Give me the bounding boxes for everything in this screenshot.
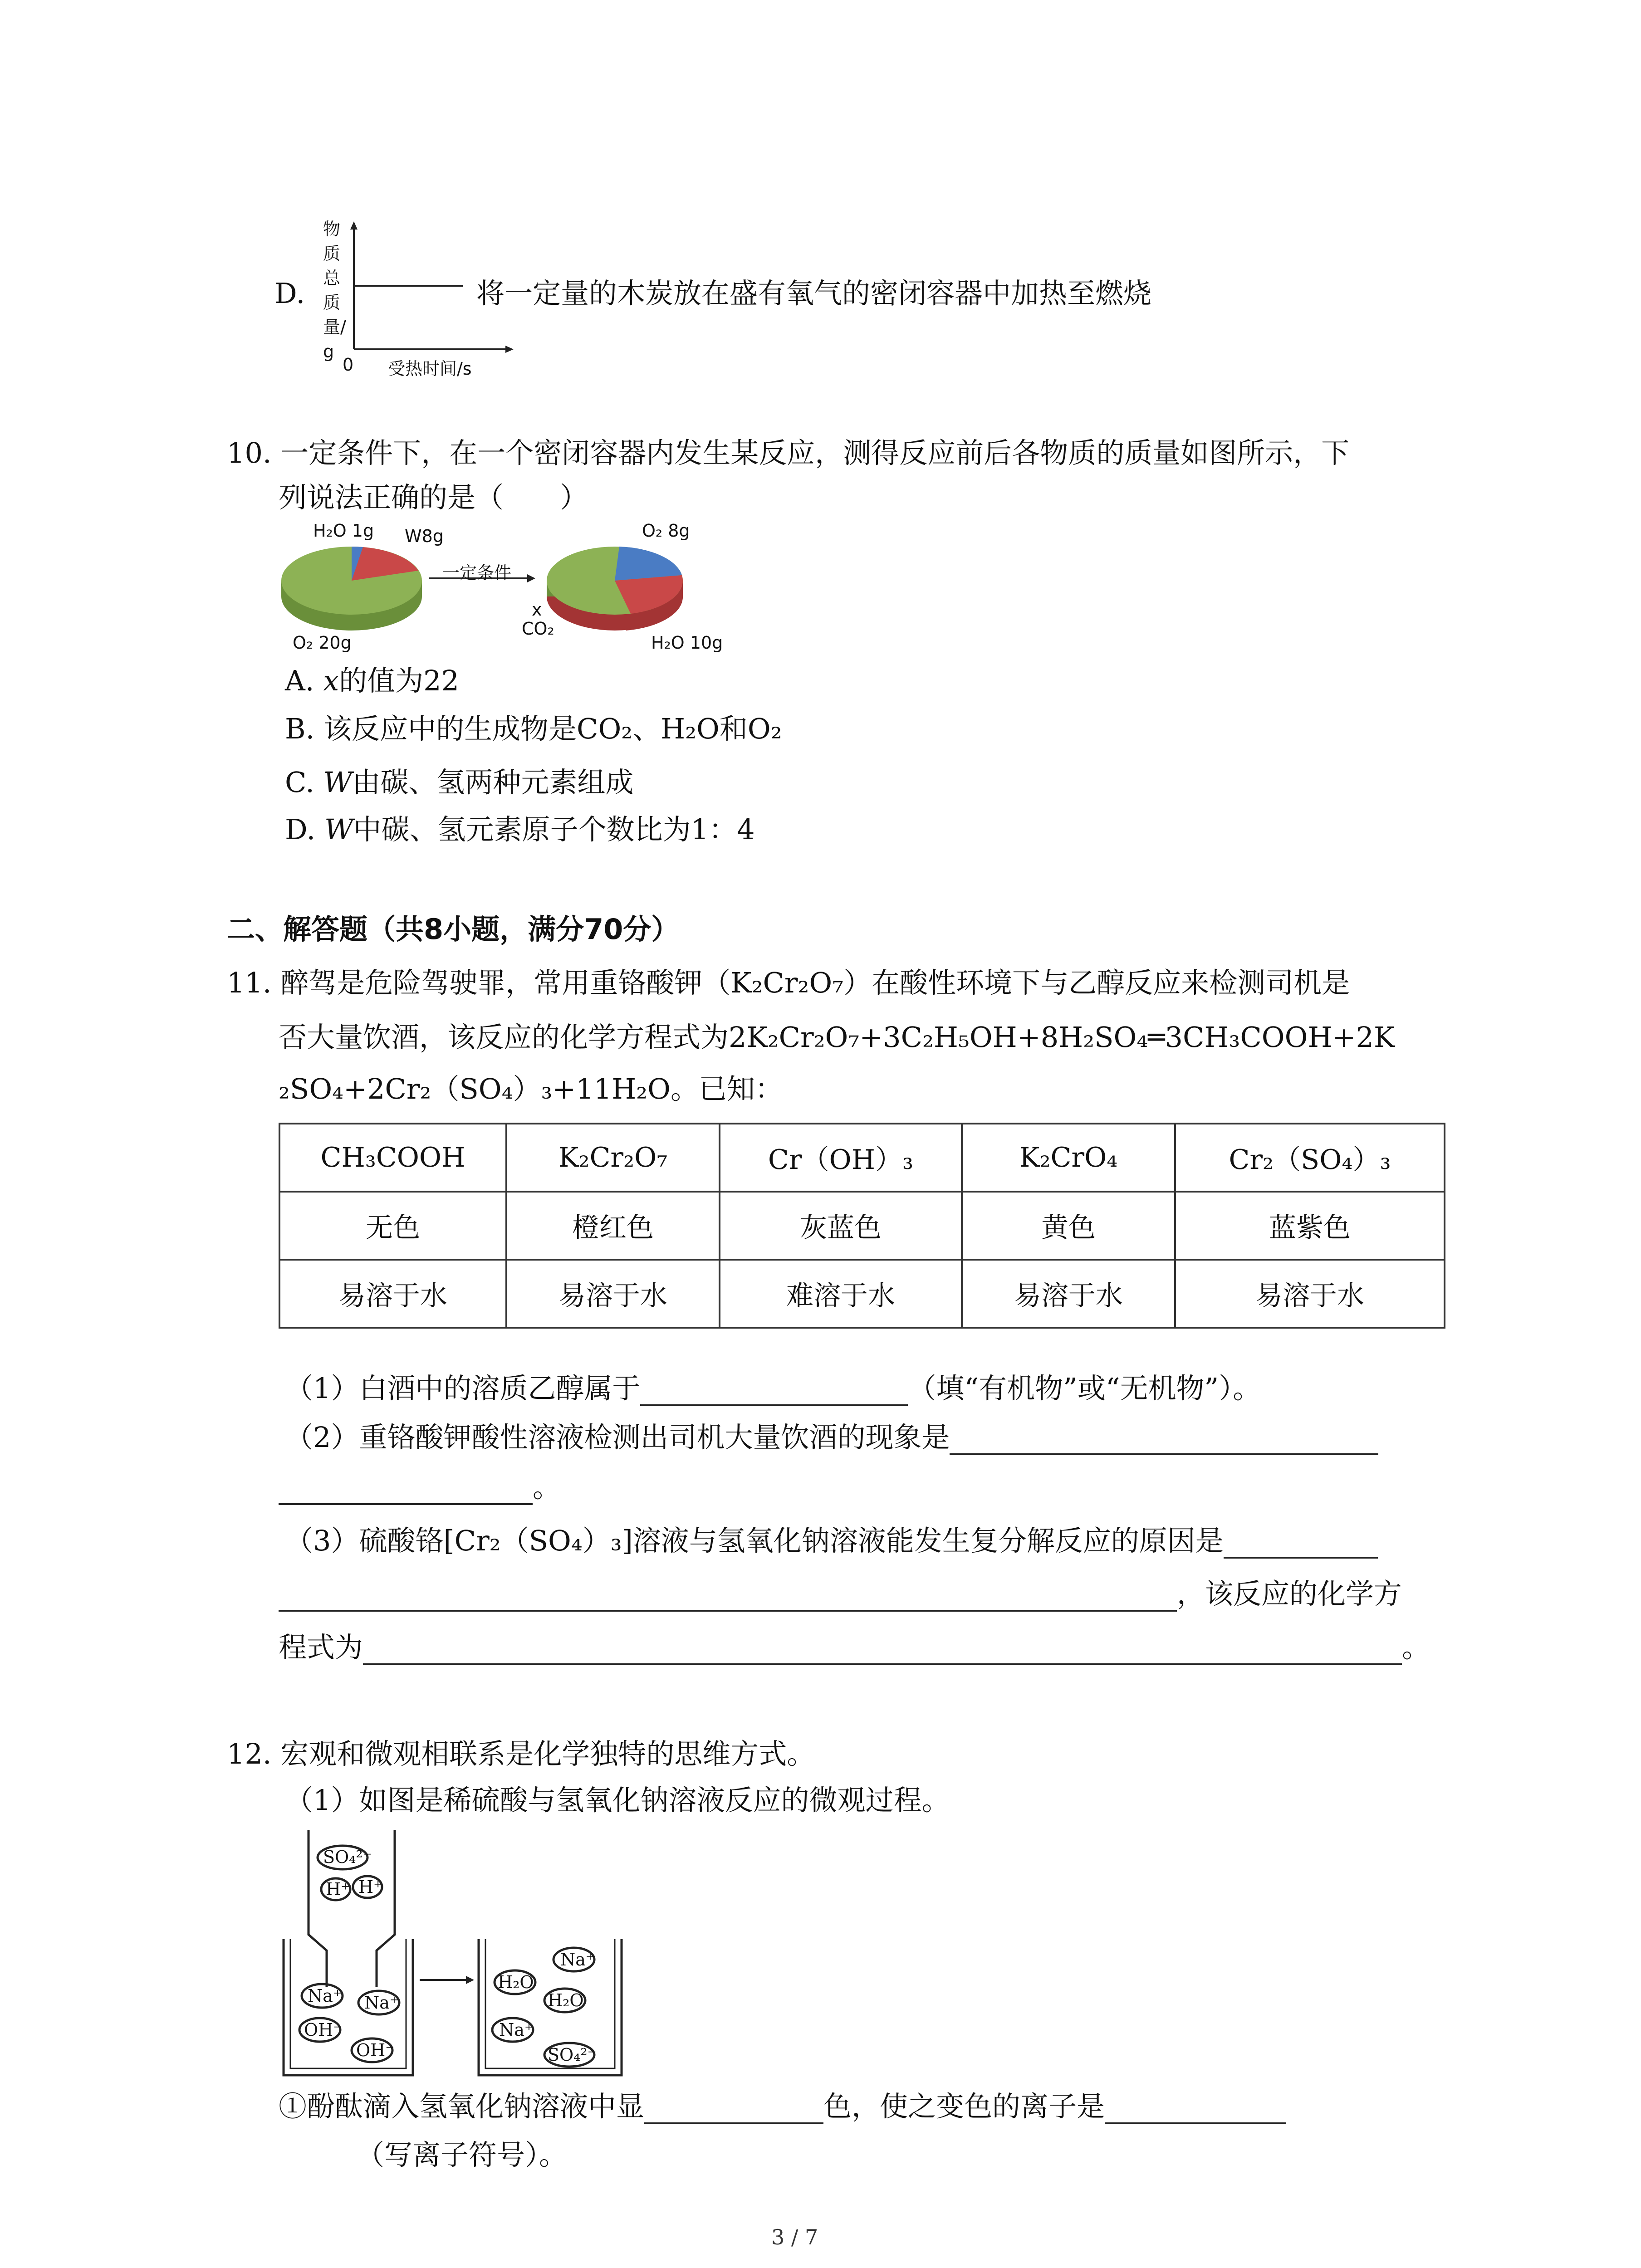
q11-line3: ₂SO₄+2Cr₂（SO₄）₃+11H₂O。已知： [279, 1072, 783, 1105]
q10-stem-line2: 列说法正确的是（ ） [279, 481, 588, 514]
table-cell: 蓝紫色 [1175, 1192, 1445, 1260]
q10-option-a: A. x的值为22 [285, 664, 460, 697]
table-row [279, 1192, 1445, 1260]
q9d-graph-origin: 0 [343, 355, 354, 375]
table-cell: 灰蓝色 [720, 1192, 962, 1260]
q11-table [279, 1123, 1445, 1329]
q11-sub1: （1）白酒中的溶质乙醇属于 （填“有机物”或“无机物”）。 [285, 1371, 1261, 1406]
q12-beaker1-ion-na2: Na⁺ [364, 1993, 399, 2013]
q11-sub3: （3）硫酸铬[Cr₂（SO₄）₃]溶液与氢氧化钠溶液能发生复分解反应的原因是 [285, 1523, 1378, 1559]
q10-pie-after [547, 547, 683, 631]
q11-sub2: （2）重铬酸钾酸性溶液检测出司机大量饮酒的现象是 [285, 1420, 1378, 1455]
q10-arrow-label: 一定条件 [442, 563, 512, 583]
table-cell: 易溶于水 [1175, 1260, 1445, 1328]
table-cell: Cr（OH）₃ [720, 1124, 962, 1192]
q10-label-h2o-before: H₂O 1g [313, 521, 374, 541]
q11-sub2-line2: 。 [279, 1470, 561, 1505]
q12-dropper-ion-so4: SO₄²⁻ [323, 1847, 372, 1867]
q9d-option-text: 将一定量的木炭放在盛有氧气的密闭容器中加热至燃烧 [476, 277, 1152, 310]
q11-sub3-blank-b[interactable] [279, 1584, 1177, 1612]
q11-sub3-blank-c[interactable] [363, 1637, 1402, 1665]
q12-beaker2-ion-so4: SO₄²⁻ [548, 2045, 597, 2065]
q11-sub3-blank-a[interactable] [1224, 1530, 1378, 1559]
q12-q1-blank-color[interactable] [644, 2096, 823, 2124]
q11-line1: 11. 醉驾是危险驾驶罪，常用重铬酸钾（K₂Cr₂O₇）在酸性环境下与乙醇反应来检测司机是 [227, 966, 1350, 999]
q10-label-co2-after: CO₂ [522, 619, 554, 639]
table-cell: 易溶于水 [506, 1260, 720, 1328]
q10-stem-line1: 10. 一定条件下，在一个密闭容器内发生某反应，测得反应前后各物质的质量如图所示，下 [227, 436, 1350, 469]
q9d-graph-ylabel: 物质总质量/g [323, 219, 346, 362]
q12-q1-note: （写离子符号）。 [356, 2138, 568, 2171]
q10-option-c: C. W由碳、氢两种元素组成 [285, 766, 634, 799]
q12-beaker1-ion-oh2: OH⁻ [356, 2040, 395, 2060]
q11-sub1-blank[interactable] [640, 1378, 908, 1406]
q12-beaker2-ion-h2o1: H₂O [498, 1972, 534, 1992]
q11-sub3-line3: 程式为 。 [279, 1630, 1430, 1665]
table-cell: 黄色 [962, 1192, 1175, 1260]
q10-option-b: B. 该反应中的生成物是CO₂、H₂O和O₂ [285, 712, 782, 745]
table-cell: 无色 [279, 1192, 506, 1260]
q9d-graph-xlabel: 受热时间/s [388, 359, 472, 379]
q11-line2: 否大量饮酒，该反应的化学方程式为2K₂Cr₂O₇+3C₂H₅OH+8H₂SO₄═3CH₃COOH+2K [279, 1021, 1395, 1054]
q12-beaker2-ion-na2: Na⁺ [499, 2020, 534, 2040]
table-cell: 难溶于水 [720, 1260, 962, 1328]
q10-label-h2o-after: H₂O 10g [651, 633, 723, 653]
table-cell: K₂Cr₂O₇ [506, 1124, 720, 1192]
table-cell: 橙红色 [506, 1192, 720, 1260]
q10-label-w-before: W8g [405, 526, 444, 546]
table-cell: K₂CrO₄ [962, 1124, 1175, 1192]
table-cell: 易溶于水 [962, 1260, 1175, 1328]
table-cell: CH₃COOH [279, 1124, 506, 1192]
table-row [279, 1124, 1445, 1192]
table-row [279, 1260, 1445, 1328]
q12-dropper-ion-h2: H⁺ [358, 1877, 383, 1897]
q12-sub1: （1）如图是稀硫酸与氢氧化钠溶液反应的微观过程。 [285, 1784, 950, 1817]
q10-label-x-after: x [532, 600, 542, 620]
q12-line1: 12. 宏观和微观相联系是化学独特的思维方式。 [227, 1737, 815, 1770]
q11-sub2-blank-b[interactable] [279, 1477, 533, 1505]
q9d-option-letter: D. [274, 277, 305, 310]
q12-q1-blank-ion[interactable] [1105, 2096, 1286, 2124]
table-cell: 易溶于水 [279, 1260, 506, 1328]
q12-q1: ①酚酞滴入氢氧化钠溶液中显 色，使之变色的离子是 [279, 2089, 1286, 2124]
q12-beaker1-ion-oh1: OH⁻ [304, 2020, 343, 2040]
q12-beaker2-ion-h2o2: H₂O [548, 1990, 584, 2010]
q10-option-d: D. W中碳、氢元素原子个数比为1：4 [285, 813, 755, 846]
section2-heading: 二、解答题（共8小题，满分70分） [227, 913, 680, 946]
q10-pie-before [281, 547, 422, 631]
q11-sub3-line2: ，该反应的化学方 [279, 1576, 1402, 1612]
table-cell: Cr₂（SO₄）₃ [1175, 1124, 1445, 1192]
page-number: 3 / 7 [771, 2225, 818, 2249]
q10-label-o2-after: O₂ 8g [642, 521, 690, 541]
q12-beaker2-ion-na1: Na⁺ [560, 1950, 595, 1970]
q10-label-o2-before: O₂ 20g [293, 633, 352, 653]
q12-beaker1-ion-na1: Na⁺ [308, 1986, 342, 2006]
q11-sub2-blank-a[interactable] [950, 1427, 1378, 1455]
q12-dropper-ion-h1: H⁺ [326, 1879, 350, 1899]
